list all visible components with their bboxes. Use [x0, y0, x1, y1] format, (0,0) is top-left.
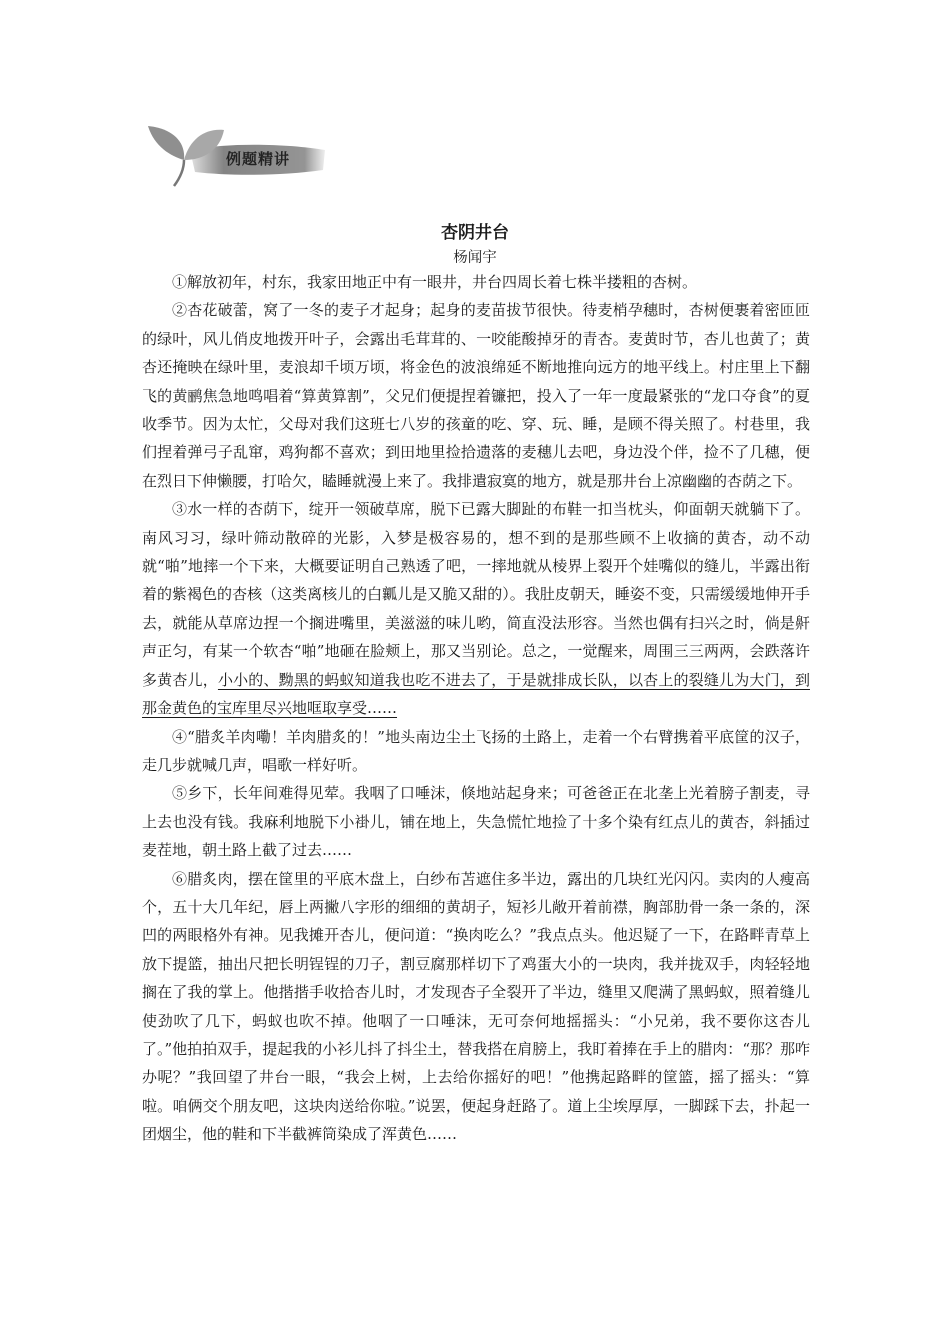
article-author: 杨闻宇	[453, 250, 497, 266]
paragraph-4: ④“腊炙羊肉嘞！羊肉腊炙的！”地头南边尘土飞扬的土路上，走着一个右臂携着平底筐的汉子，走几步就喊几声，唱歌一样好听。	[142, 727, 810, 774]
paragraph-1: ①解放初年，村东，我家田地正中有一眼井，井台四周长着七株半搂粗的杏树。	[172, 273, 698, 291]
paragraph-3	[142, 495, 810, 722]
underlined-sentence: 小小的、黝黑的蚂蚁知道我也吃不进去了，于是就排成长队，以杏上的裂缝儿为大门，到那金黄色的宝库里尽兴地哐取享受……	[142, 670, 810, 718]
paragraph-6: ⑥腊炙肉，摆在筐里的平底木盘上，白纱布苫遮住多半边，露出的几块红光闪闪。卖肉的人瘦高个，五十大几年纪，唇上两撇八字形的细细的黄胡子，短衫儿敞开着前襟，胸部肋骨一条一条的，深凹的两眼格外有神。见我摊开杏儿，便问道：“换肉吃么？”我点点头。他迟疑了一下，在路畔青草上放下提篮，抽出尺把长明锃锃的刀子，割豆腐那样切下了鸡蛋大小的一块肉，我并拢双手，肉轻轻地搁在了我的掌上。他揩揩手收拾杏儿时，才发现杏子全裂开了半边，缝里又爬满了黑蚂蚁，照着缝儿使劲吹了几下，蚂蚁也吹不掉。他咽了一口唾沫，无可奈何地摇摇头：“小兄弟，我不要你这杏儿了。”他拍拍双手，提起我的小衫儿抖了抖尘土，替我搭在肩膀上，我盯着捧在手上的腊肉：“那？那咋办呢？”我回望了井台一眼，“我会上树，上去给你摇好的吧！”他携起路畔的筐篮，摇了摇头：“算啦。咱俩交个朋友吧，这块肉送给你啦。”说罢，便起身赶路了。道上尘埃厚厚，一脚踩下去，扑起一团烟尘，他的鞋和下半截裤筒染成了浑黄色……	[142, 869, 810, 1144]
section-badge	[140, 120, 330, 190]
article-title: 杏阴井台	[441, 223, 509, 243]
paragraph-3-text: ③水一样的杏荫下，绽开一领破草席，脱下已露大脚趾的布鞋一扣当枕头，仰面朝天就躺下了。南风习习，绿叶筛动散碎的光影，入梦是极容易的，想不到的是那些顾不上收摘的黄杏，动不动就“啪”地摔一个下来，大概要证明自己熟透了吧，一摔地就从棱界上裂开个娃嘴似的缝儿，半露出衔着的紫褐色的杏核（这类离核儿的白瓤儿是又脆又甜的）。我肚皮朝天，睡姿不变，只需缓缓地伸开手去，就能从草席边捏一个搁进嘴里，美滋滋的味儿哟，简直没法形容。当然也偶有扫兴之时，倘是鼾声正匀，有某一个软杏“啪”地砸在脸颊上，那又当别论。总之，一觉醒来，周围三三两两，会跌落许多黄杏儿，	[142, 500, 810, 689]
article-body	[142, 268, 810, 1149]
paragraph-5: ⑤乡下，长年间难得见荤。我咽了口唾沫，倏地站起身来；可爸爸正在北垄上光着膀子割麦，寻上去也没有钱。我麻利地脱下小褂儿，铺在地上，失急慌忙地捡了十多个染有红点儿的黄杏，斜插过麦茬地，朝土路上截了过去……	[142, 784, 810, 860]
paragraph-2: ②杏花破蕾，窝了一冬的麦子才起身；起身的麦苗拔节很快。待麦梢孕穗时，杏树便裹着密匝匝的绿叶，风儿俏皮地拨开叶子，会露出毛茸茸的、一咬能酸掉牙的青杏。麦黄时节，杏儿也黄了；黄杏还掩映在绿叶里，麦浪却千顷万顷，将金色的波浪绵延不断地推向远方的地平线上。村庄里上下翻飞的黄鹂焦急地鸣唱着“算黄算割”，父兄们便提捏着镰把，投入了一年一度最紧张的“龙口夺食”的夏收季节。因为太忙，父母对我们这班七八岁的孩童的吃、穿、玩、睡，是顾不得关照了。村巷里，我们捏着弹弓子乱窜，鸡狗都不喜欢；到田地里捡拾遗落的麦穗儿去吧，身边没个伴，捡不了几穗，便在烈日下伸懒腰，打哈欠，瞌睡就漫上来了。我排遣寂寞的地方，就是那井台上凉幽幽的杏荫之下。	[142, 301, 810, 490]
section-badge-label: 例题精讲	[226, 150, 291, 168]
